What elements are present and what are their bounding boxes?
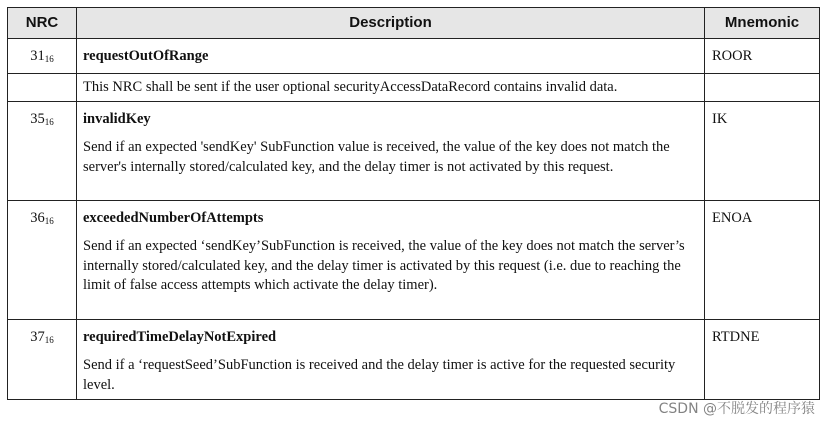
mnemonic: RTDNE xyxy=(705,319,820,400)
nrc-description: This NRC shall be sent if the user optional securityAccessDataRecord contains invalid data. xyxy=(77,74,705,102)
nrc-table xyxy=(7,7,820,400)
table-row xyxy=(8,39,820,74)
header-mnemonic: Mnemonic xyxy=(705,8,820,39)
table-row xyxy=(8,200,820,319)
nrc-name: requiredTimeDelayNotExpired xyxy=(83,328,277,345)
table-header-row xyxy=(8,8,820,39)
nrc-name: exceededNumberOfAttempts xyxy=(83,209,264,226)
table-row-detail xyxy=(8,74,820,102)
nrc-description: Send if an expected 'sendKey' SubFunction value is received, the value of the key does not match the server's internally stored/calculated key, and the delay timer is not activated by this request. xyxy=(83,139,670,175)
nrc-description-cell xyxy=(77,200,705,319)
nrc-code: $31_{16}$ xyxy=(8,39,77,74)
mnemonic: ENOA xyxy=(705,200,820,319)
mnemonic: ROOR xyxy=(705,39,820,74)
table-row xyxy=(8,101,820,200)
nrc-name: invalidKey xyxy=(83,110,151,127)
watermark: CSDN @不脱发的程序猿 xyxy=(658,401,815,417)
header-nrc: NRC xyxy=(8,8,77,39)
nrc-name: requestOutOfRange xyxy=(77,39,705,74)
nrc-code-empty xyxy=(8,74,77,102)
nrc-description: Send if an expected ‘sendKey’SubFunction is received, the value of the key does not match the server’s internally stored/calculated key, and the delay timer is activated by this request (i.e. due to reaching the limit of false access attempts which activate the delay timer). xyxy=(83,238,685,293)
table-row xyxy=(8,319,820,400)
nrc-code: $37_{16}$ xyxy=(8,319,77,400)
nrc-code: $36_{16}$ xyxy=(8,200,77,319)
mnemonic: IK xyxy=(705,101,820,200)
nrc-description-cell xyxy=(77,319,705,400)
header-description: Description xyxy=(77,8,705,39)
nrc-code: $35_{16}$ xyxy=(8,101,77,200)
nrc-description: Send if a ‘requestSeed’SubFunction is received and the delay timer is active for the requested security level. xyxy=(83,357,676,393)
mnemonic-empty xyxy=(705,74,820,102)
nrc-description-cell xyxy=(77,101,705,200)
